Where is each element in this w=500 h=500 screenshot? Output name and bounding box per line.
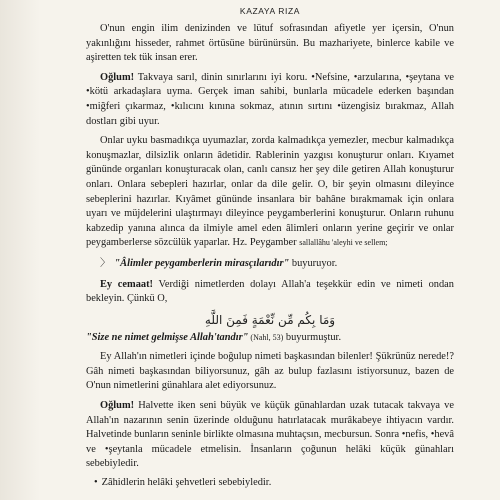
quote-bracket: 〉 [100, 257, 111, 269]
paragraph-4-lead: Ey cemaat! [100, 278, 153, 290]
paragraph-2 [86, 71, 454, 129]
paragraph-4-text: Verdiği nimetlerden dolayı Allah'a teşekkür edin ve nimeti ondan bekleyin. Çünkü O, [86, 278, 454, 305]
paragraph-2-text: Takvaya sarıl, dinin sınırlarını iyi koru. •Nefsine, •arzularına, •şeytana ve •kötü arkadaşlara uyma. Gerçek iman sahibi, bunlarla mücadele ederken başından •miğferi çıkarmaz, •kılıcını kınına sokmaz, atının sırtını •üzengisiz bırakmaz, Allah dostları gibi uyur. [86, 71, 454, 127]
bullet-text: Zâhidlerin helâki şehvetleri sebebiyledir. [101, 477, 272, 489]
bullet-item [86, 476, 454, 491]
paragraph-5 [86, 331, 454, 346]
paragraph-2-lead: Oğlum! [100, 71, 135, 83]
paragraph-4 [86, 278, 454, 307]
running-title: KAZAYA RIZA [239, 6, 301, 16]
paragraph-7-lead: Oğlum! [100, 400, 135, 412]
hadith-quote [100, 257, 454, 272]
verse-translation: "Size ne nimet gelmişse Allah'tandır" [86, 331, 249, 343]
paragraph-3 [86, 134, 454, 251]
paragraph-7-text: Halvette iken seni büyük ve küçük günahlardan uzak tutacak takvaya ve Allah'ın nazarının senin üzerinde olduğunu hatırlatacak murâkabeye ihtiyacın vardır. Halvetinde bunların seninle birlikte olmasına muhtaçsın, mecbursun. Sonra •nefis, •hevâ ve •şeytanla mücadele etmelisin. İnsanların çoğunun helâki küçük günahları sebebiyledir. [86, 400, 454, 470]
honorific: sallallâhu 'aleyhi ve sellem; [299, 238, 388, 248]
verse-reference: (Nahl, 53) [248, 332, 284, 342]
paragraph-3-text: Onlar uyku basmadıkça uyumazlar, zorda kalmadıkça yemezler, mecbur kalmadıkça konuşmazlar, dilsizlik onların âdetidir. Rablerinin yazgısı konuşturur onları. Kıyamet gününde organları konuşturacak olan, canlı cansız her şey dile getiren Allah konuşturur onları. Onlara sebepleri hazırlar, onlar da dile gelir. O, bir şeyin olmasını dileyince sebeplerini hazırlar. Kıyâmet gününde insanlara bir bahâne bırakmamak için onlara uyarı ve müjdelerini ulaştırmayı dileyince peygamberlerini konuşturur. Onların ruhunu kabzedip yanına alınca da ilmiyle amel eden âlimleri onların yerine geçirir ve onlar peygamberlerse sözcülük yaparlar. Hz. Peygamber [86, 135, 454, 249]
paragraph-1: O'nun engin ilim denizinden ve lütuf sofrasından afiyetle yer içersin, O'nun yakınlığını hisseder, rahmet örtüsüne bürünürsün. Bu mazhariyete, binlerce kabile ve aşiretten tek tük insan erer. [86, 23, 454, 64]
arabic-verse: وَمَا بِكُم مِّن نِّعْمَةٍ فَمِنَ اللَّهِ [204, 312, 336, 327]
paragraph-6: Ey Allah'ın nimetleri içinde boğulup nimeti başkasından bilenler! Şükrünüz nerede!? Gâh nimeti başkasından biliyorsunuz, gâh az bulup fazlasını istiyorsunuz, bazen de O'nun nimetlerini günahlara alet ediyorsunuz. [86, 351, 454, 392]
paragraph-5-tail: buyurmuştur. [283, 331, 342, 343]
hadith-tail: buyuruyor. [289, 257, 338, 269]
bullet-mark: • [94, 477, 98, 489]
hadith-text: "Âlimler peygamberlerin mirasçılarıdır" [114, 257, 290, 269]
paragraph-7 [86, 399, 454, 472]
